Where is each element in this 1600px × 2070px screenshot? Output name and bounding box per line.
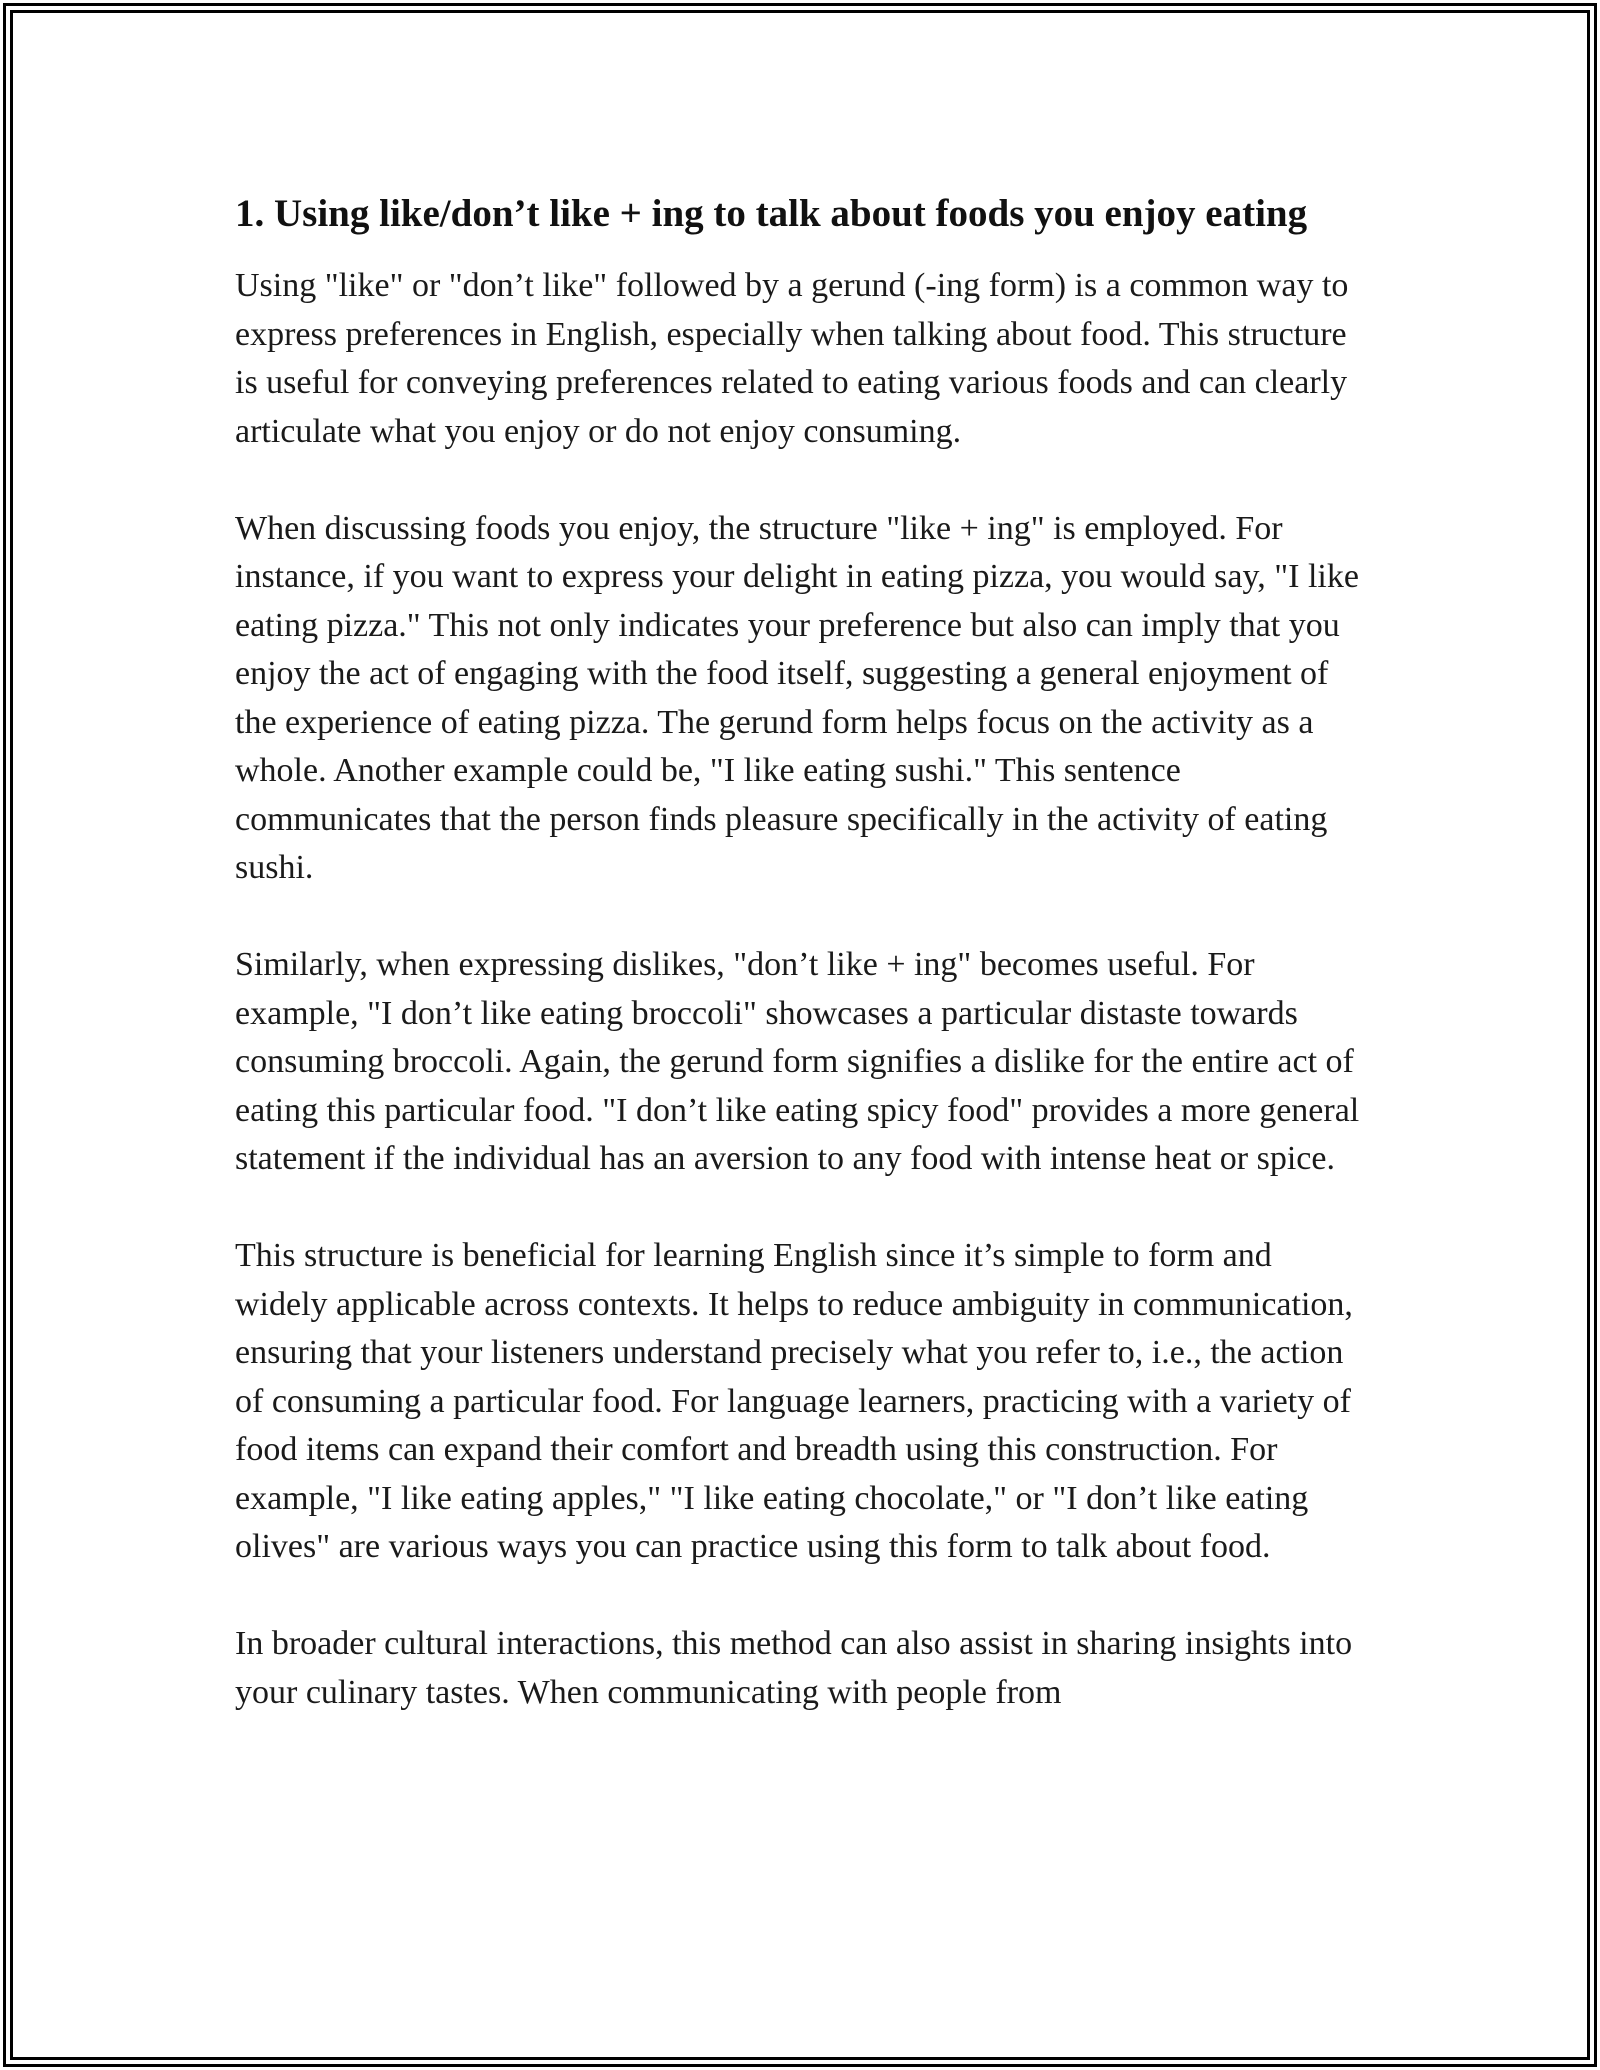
paragraph-intro: Using "like" or "don’t like" followed by a gerund (-ing form) is a common way to express preferences in English, especially when talking about food. This structure is useful for conveying preferences related to eating various foods and can clearly articulate what you enjoy or do not enjoy consuming. [235, 267, 1349, 450]
paragraph-dislikes: Similarly, when expressing dislikes, "don’t like + ing" becomes useful. For example, "I don’t like eating broccoli" showcases a particular distaste towards consuming broccoli. Again, the gerund form signifies a dislike for the entire act of eating this particular food. "I don’t like eating spicy food" provides a more general statement if the individual has an aversion to any food with intense heat or spice. [235, 946, 1360, 1177]
paragraph-likes: When discussing foods you enjoy, the structure "like + ing" is employed. For instance, if you want to express your delight in eating pizza, you would say, "I like eating pizza." This not only indicates your preference but also can imply that you enjoy the act of engaging with the food itself, suggesting a general enjoyment of the experience of eating pizza. The gerund form helps focus on the activity as a whole. Another example could be, "I like eating sushi." This sentence communicates that the person finds pleasure specifically in the activity of eating sushi. [235, 509, 1359, 886]
section-heading: 1. Using like/don’t like + ing to talk about foods you enjoy eating [235, 192, 1308, 235]
document-body [235, 186, 1365, 1766]
paragraph-benefits: This structure is beneficial for learning English since it’s simple to form and widely applicable across contexts. It helps to reduce ambiguity in communication, ensuring that your listeners understand precisely what you refer to, i.e., the action of consuming a particular food. For language learners, practicing with a variety of food items can expand their comfort and breadth using this construction. For example, "I like eating apples," "I like eating chocolate," or "I don’t like eating olives" are various ways you can practice using this form to talk about food. [235, 1237, 1353, 1565]
paragraph-cultural: In broader cultural interactions, this method can also assist in sharing insights into your culinary tastes. When communicating with people from [235, 1625, 1353, 1711]
